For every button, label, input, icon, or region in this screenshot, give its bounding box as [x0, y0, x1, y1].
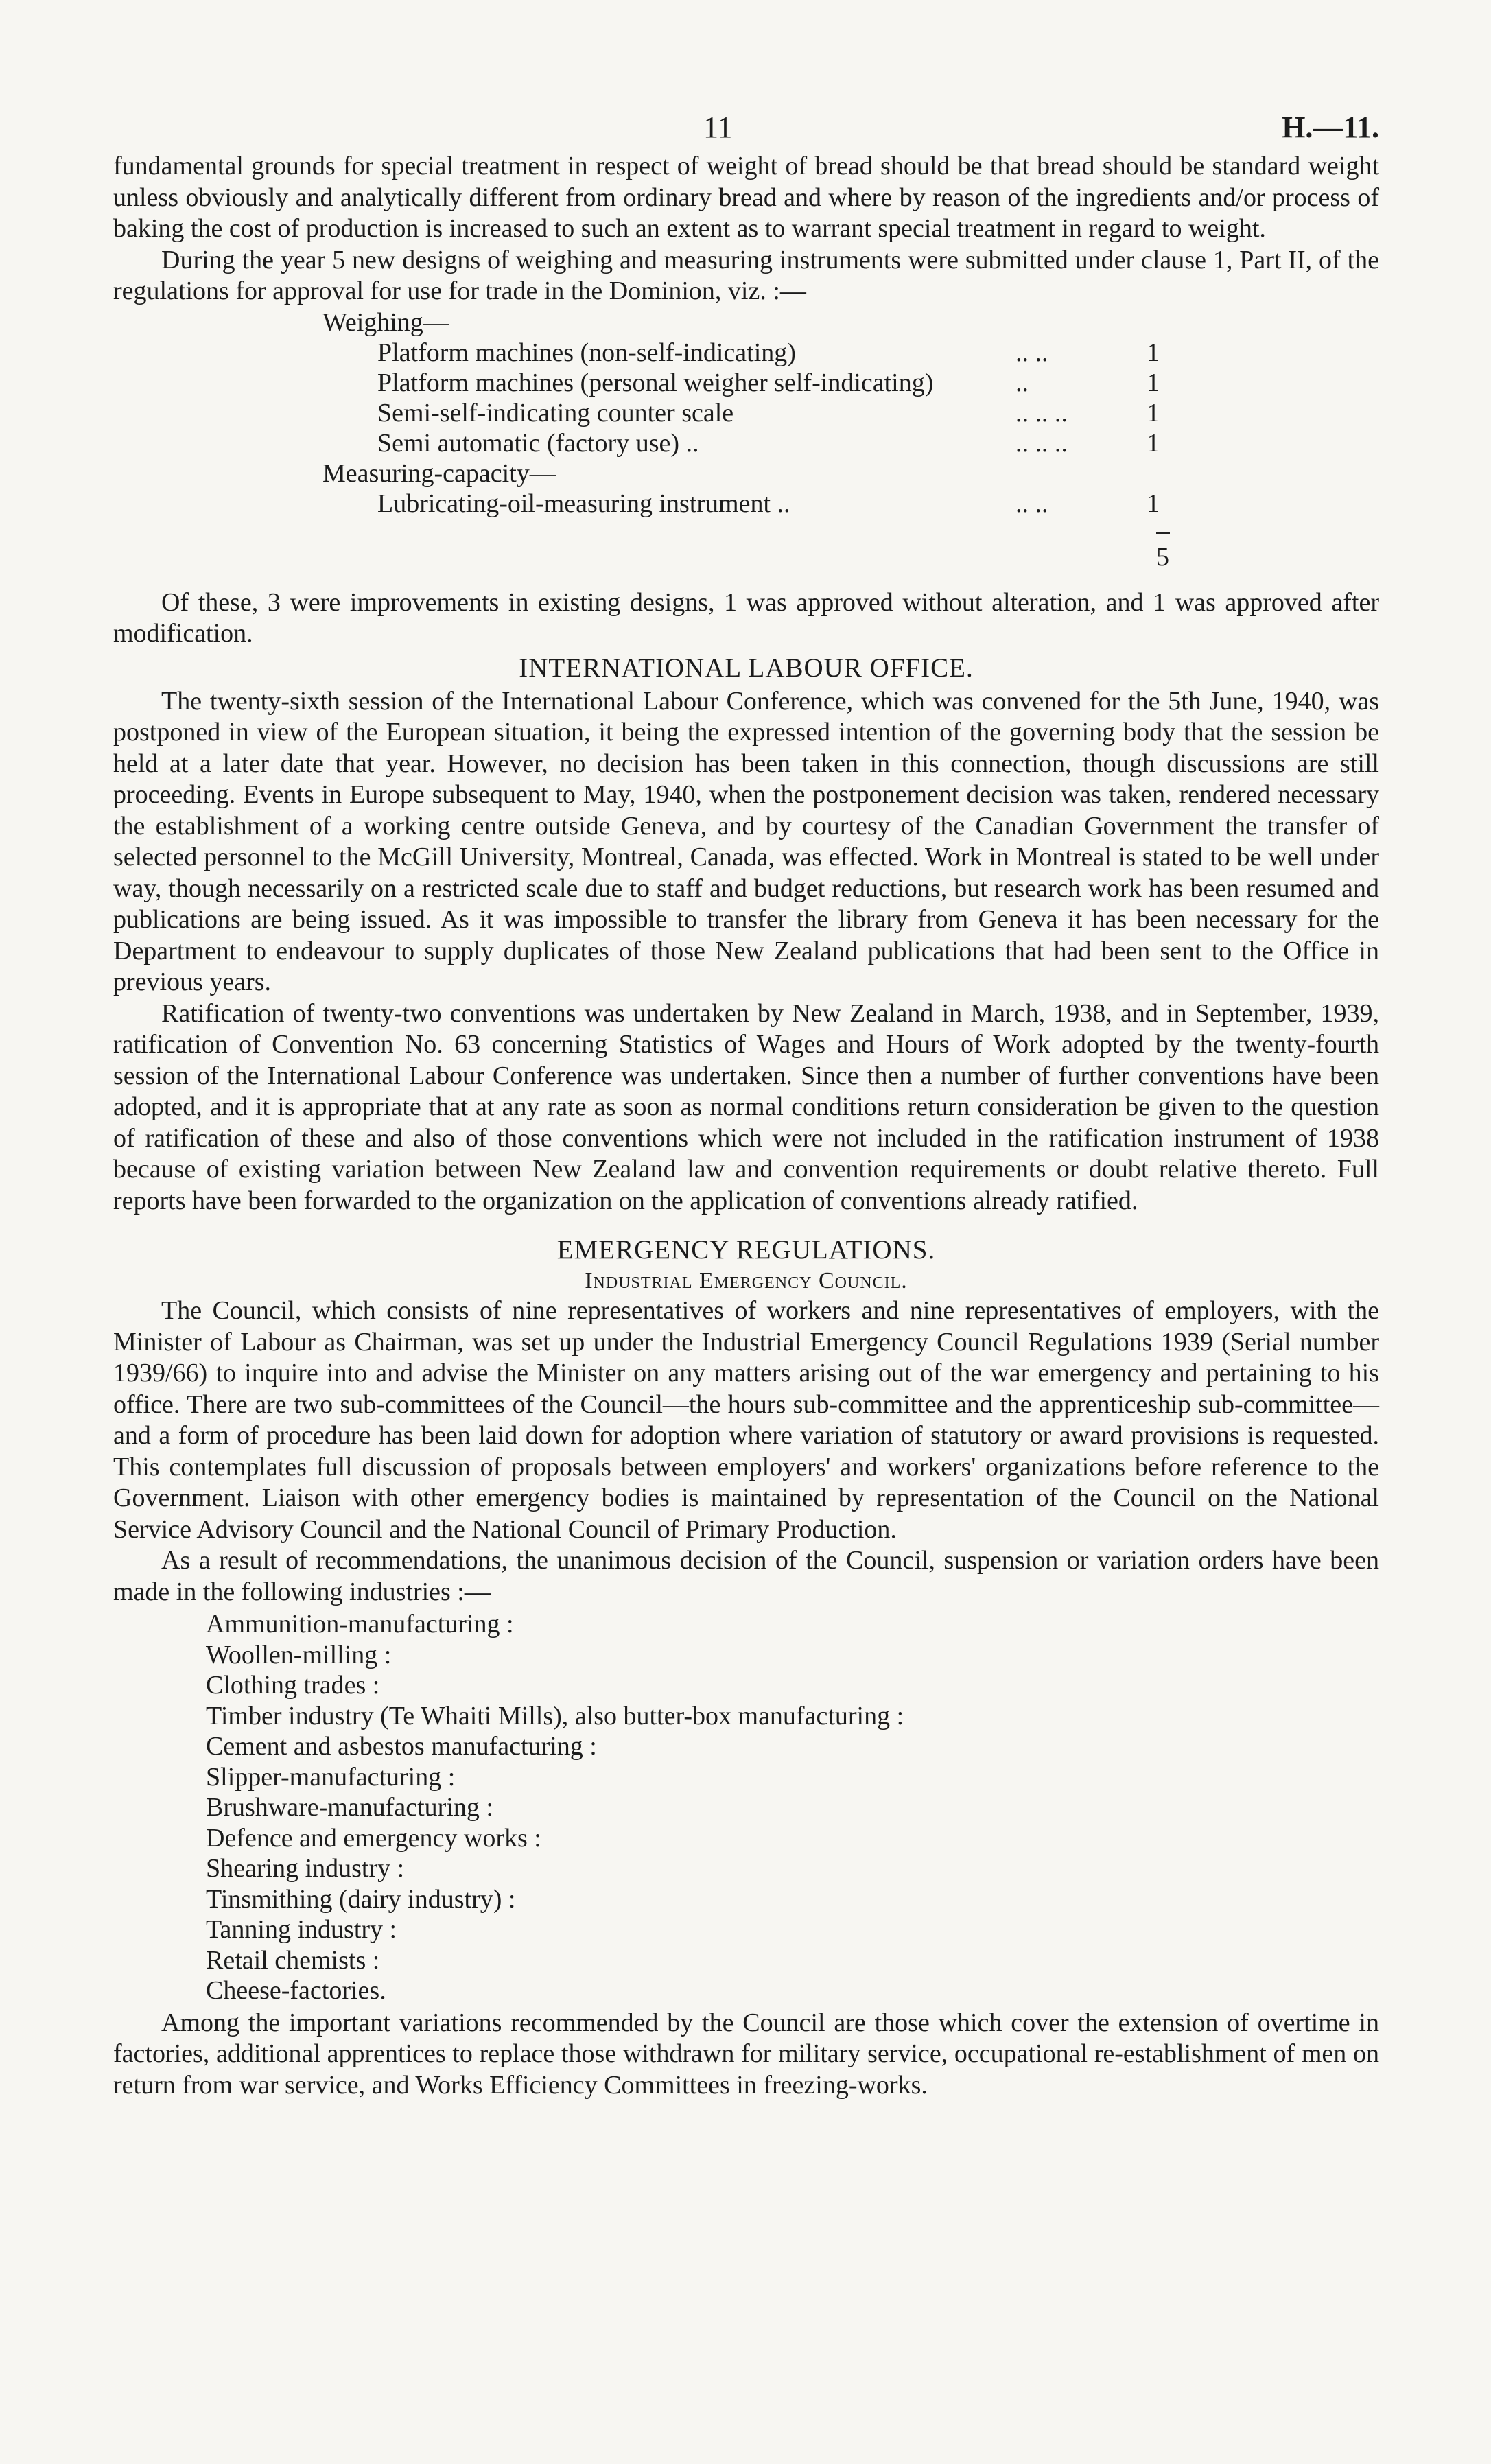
ilo-paragraph-1: The twenty-sixth session of the International Labour Conference, which was convened for the 5th June, 1940, was postponed in view of the European situation, it being the expressed intention of the governing body that the session be held at a later date that year. However, no decision has been taken in this connection, though discussions are still proceeding. Events in Europe subsequent to May, 1940, when the postponement decision was taken, rendered necessary the establishment of a working centre outside Geneva, and by courtesy of the Canadian Government the transfer of selected personnel to the McGill University, Montreal, Canada, was effected. Work in Montreal is stated to be well under way, though necessarily on a restricted scale due to staff and budget reductions, but research work has been resumed and publications are being issued. As it was impossible to transfer the library from Geneva it has been necessary for the Department to endeavour to supply duplicates of those New Zealand publications that had been sent to the Office in previous years.: [113, 686, 1379, 996]
list-item: Shearing industry :: [206, 1854, 405, 1883]
recommendations-paragraph: As a result of recommendations, the unanimous decision of the Council, suspension or variation orders have been made in the following industries :—: [113, 1546, 1379, 1606]
council-paragraph: The Council, which consists of nine representatives of workers and nine representatives of employers, with the Minister of Labour as Chairman, was set up under the Industrial Emergency Council Regulations 1939 (Serial number 1939/66) to inquire into and advise the Minister on any matters arising out of the war emergency and pertaining to his office. There are two sub-committees of the Council—the hours sub-committee and the apprenticeship sub-committee—and a form of procedure has been laid down for adoption where variation of statutory or award provisions is requested. This contemplates full discussion of proposals between employers' and workers' organizations before reference to the Government. Liaison with other emergency bodies is maintained by representation of the Council on the National Service Advisory Council and the National Council of Primary Production.: [113, 1296, 1379, 1544]
ilo-paragraph-2: Ratification of twenty-two conventions was undertaken by New Zealand in March, 1938, and in September, 1939, ratification of Convention No. 63 concerning Statistics of Wages and Hours of Work adopted by the twenty-fourth session of the International Labour Conference was undertaken. Since then a number of further conventions have been adopted, and it is appropriate that at any rate as soon as normal conditions return consideration be given to the question of ratification of these and also of those conventions which were not included in the ratification instrument of 1938 because of existing variation between New Zealand law and convention requirements or doubt relative thereto. Full reports have been forwarded to the organization on the application of conventions already ratified.: [113, 998, 1379, 1215]
list-item: [113, 368, 1379, 398]
list-item: Cement and asbestos manufacturing :: [206, 1732, 597, 1761]
list-item: Defence and emergency works :: [206, 1823, 541, 1853]
list-item: Tanning industry :: [206, 1915, 397, 1944]
item-count: 1: [1147, 428, 1160, 458]
list-item: Slipper-manufacturing :: [206, 1762, 456, 1792]
item-count: 1: [1147, 338, 1160, 367]
weighing-label: Weighing—: [322, 307, 449, 337]
item-dots: .. ..: [1015, 338, 1048, 367]
list-item: Timber industry (Te Whaiti Mills), also butter-box manufacturing :: [206, 1701, 904, 1730]
item-count: 1: [1147, 489, 1160, 518]
list-item: Retail chemists :: [206, 1945, 380, 1975]
list-item: Woollen-milling :: [206, 1640, 392, 1669]
item-count: 1: [1147, 398, 1160, 427]
item-dots: .. .. ..: [1015, 398, 1068, 427]
document-page: [113, 89, 1379, 2101]
page-header: [113, 89, 1379, 151]
item-dots: ..: [1015, 368, 1029, 397]
item-name: Lubricating-oil-measuring instrument ..: [377, 489, 790, 518]
document-reference: H.—11.: [1282, 110, 1379, 144]
item-name: Semi automatic (factory use) ..: [377, 428, 699, 458]
item-name: Semi-self-indicating counter scale: [377, 398, 734, 427]
item-count: 1: [1147, 368, 1160, 397]
variations-paragraph: Among the important variations recommended by the Council are those which cover the extension of overtime in factories, additional apprentices to replace those withdrawn for military service, occupational re-establishment of men on return from war service, and Works Efficiency Committees in freezing-works.: [113, 2008, 1379, 2100]
list-item: Tinsmithing (dairy industry) :: [206, 1884, 516, 1914]
designs-list: [113, 307, 1379, 572]
total-rule: [1156, 532, 1170, 534]
emergency-heading: EMERGENCY REGULATIONS.: [556, 1235, 936, 1265]
list-item: [113, 489, 1379, 519]
list-item: Ammunition-manufacturing :: [206, 1610, 514, 1639]
item-dots: .. ..: [1015, 489, 1048, 518]
item-dots: .. .. ..: [1015, 428, 1068, 458]
measuring-label: Measuring-capacity—: [322, 458, 556, 488]
designs-result: Of these, 3 were improvements in existing designs, 1 was approved without alteration, and 1 was approved after modification.: [113, 587, 1379, 648]
emergency-subheading: Industrial Emergency Council.: [585, 1268, 908, 1293]
list-item: [113, 338, 1379, 368]
item-name: Platform machines (non-self-indicating): [377, 338, 796, 367]
item-name: Platform machines (personal weigher self-indicating): [377, 368, 934, 397]
list-item: Clothing trades :: [206, 1671, 380, 1700]
industries-list: [113, 1609, 1379, 2006]
designs-paragraph: During the year 5 new designs of weighing and measuring instruments were submitted under clause 1, Part II, of the regulations for approval for use for trade in the Dominion, viz. :—: [113, 245, 1379, 305]
ilo-heading: INTERNATIONAL LABOUR OFFICE.: [519, 653, 974, 683]
list-item: Brushware-manufacturing :: [206, 1793, 493, 1822]
designs-total: 5: [1156, 542, 1169, 572]
list-item: [113, 428, 1379, 458]
intro-paragraph: fundamental grounds for special treatment in respect of weight of bread should be that bread should be standard weight unless obviously and analytically different from ordinary bread and where by reason of the ingredients and/or process of baking the cost of production is increased to such an extent as to warrant special treatment in regard to weight.: [113, 152, 1379, 243]
list-item: [113, 398, 1379, 428]
list-item: Cheese-factories.: [206, 1976, 386, 2005]
page-number: 11: [703, 110, 733, 144]
